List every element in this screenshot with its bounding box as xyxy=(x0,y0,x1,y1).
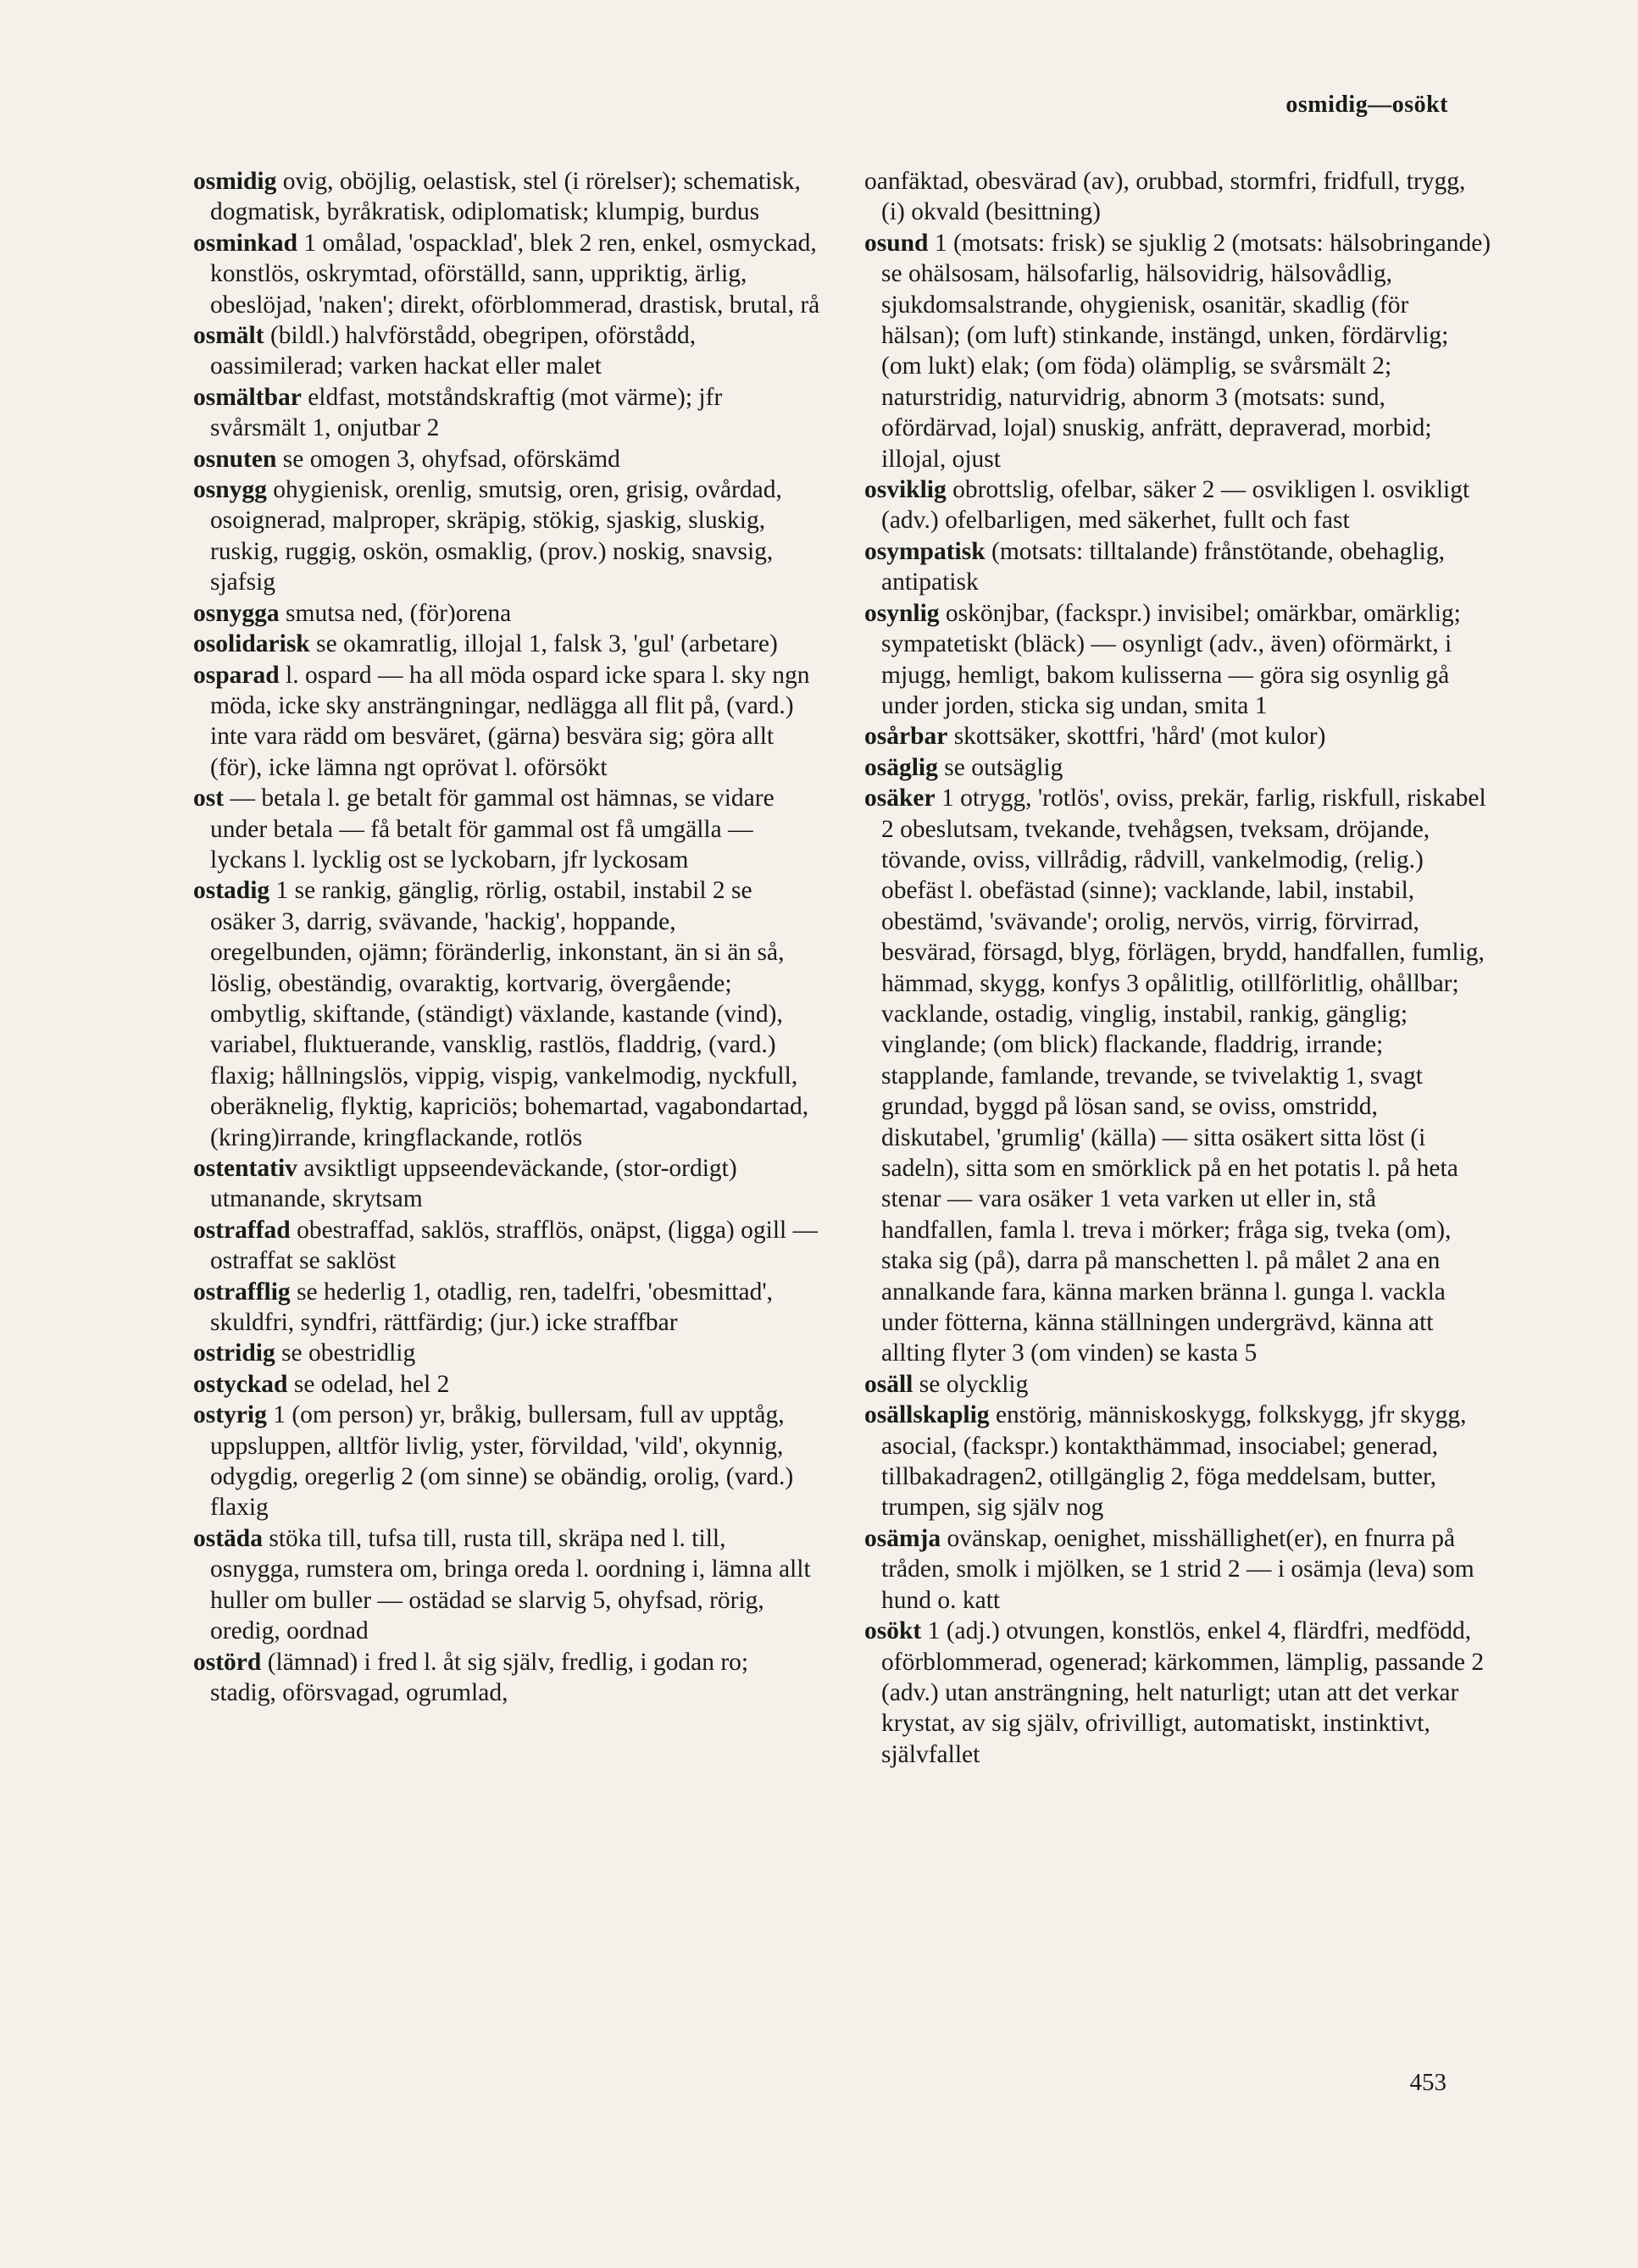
entry-headword: osolidarisk xyxy=(193,630,310,658)
page-number: 453 xyxy=(1409,2069,1446,2096)
dictionary-entry xyxy=(864,166,1491,228)
entry-definition: obestraffad, saklös, strafflös, onäpst, (ligga) ogill — ostraffat se saklöst xyxy=(210,1216,819,1275)
dictionary-entry xyxy=(193,1400,820,1523)
entry-definition: 1 se rankig, gänglig, rörlig, ostabil, instabil 2 se osäker 3, darrig, svävande, 'hackig', hoppande, oregelbunden, ojämn; föränderlig, inkonstant, än si än så, löslig, obeständig, ovaraktig, kortvarig, övergående; ombytlig, skiftande, (ständigt) växlande, kastande (vind), variabel, fluktuerande, vansklig, rastlös, fladdrig, (vard.) flaxig; hållningslös, vippig, vispig, vankelmodig, nyckfull, oberäknelig, flyktig, kapriciös; bohemartad, vagabondartad, (kring)irrande, kringflackande, rotlös xyxy=(210,877,809,1151)
entry-definition: (bildl.) halvförstådd, obegripen, oförstådd, oassimilerad; varken hackat eller malet xyxy=(210,322,697,380)
dictionary-entry xyxy=(864,1369,1491,1400)
entry-definition: oanfäktad, obesvärad (av), orubbad, stormfri, fridfull, trygg, (i) okvald (besittning) xyxy=(864,168,1466,226)
dictionary-entry xyxy=(193,382,820,444)
entry-headword: osäglig xyxy=(864,753,938,781)
entry-definition: se outsäglig xyxy=(937,753,1063,781)
entry-definition: stöka till, tufsa till, rusta till, skräpa ned l. till, osnygga, rumstera om, bringa oreda l. oordning i, lämna allt huller om buller — ostädad se slarvig 5, ohyfsad, rörig, oredig, oordnad xyxy=(210,1524,811,1645)
dictionary-entry xyxy=(193,228,820,320)
entry-headword: ostraffad xyxy=(193,1216,291,1244)
entry-definition: smutsa ned, (för)orena xyxy=(279,599,512,627)
entry-headword: osmältbar xyxy=(193,383,302,411)
entry-definition: se hederlig 1, otadlig, ren, tadelfri, 'obesmittad', skuldfri, syndfri, rättfärdig; (jur.) icke straffbar xyxy=(210,1278,774,1337)
dictionary-entry xyxy=(864,228,1491,474)
entry-headword: ostyrig xyxy=(193,1401,267,1429)
entry-definition: avsiktligt uppseendeväckande, (stor-ordigt) utmanande, skrytsam xyxy=(210,1155,737,1213)
entry-definition: 1 (adj.) otvungen, konstlös, enkel 4, flärdfri, medfödd, oförblommerad, ogenerad; kärkommen, lämplig, passande 2 (adv.) utan ansträngning, helt naturligt; utan att det verkar krystat, av sig själv, ofrivilligt, automatiskt, instinktivt, självfallet xyxy=(881,1617,1485,1768)
dictionary-entry xyxy=(193,1215,820,1277)
entry-headword: ostridig xyxy=(193,1339,275,1367)
entry-definition: (motsats: tilltalande) frånstötande, obehaglig, antipatisk xyxy=(881,537,1445,596)
dictionary-entry xyxy=(193,629,820,659)
entry-definition: ovig, oböjlig, oelastisk, stel (i rörelser); schematisk, dogmatisk, byråkratisk, odiplomatisk; klumpig, burdus xyxy=(210,168,801,226)
entry-definition: se okamratlig, illojal 1, falsk 3, 'gul' (arbetare) xyxy=(309,630,778,658)
entry-headword: ostörd xyxy=(193,1648,262,1676)
dictionary-entry xyxy=(864,1616,1491,1770)
dictionary-entry xyxy=(864,474,1491,536)
entry-headword: osynlig xyxy=(864,599,940,627)
dictionary-entry xyxy=(193,166,820,228)
entry-headword: osäker xyxy=(864,785,936,812)
entry-headword: osympatisk xyxy=(864,537,986,565)
entry-headword: osparad xyxy=(193,661,280,689)
entry-headword: osmält xyxy=(193,322,264,350)
running-head: osmidig—osökt xyxy=(1285,91,1448,118)
right-column xyxy=(864,166,1491,1770)
entry-headword: ostentativ xyxy=(193,1155,297,1182)
entry-definition: se olycklig xyxy=(913,1370,1029,1398)
entry-headword: osmidig xyxy=(193,168,277,195)
entry-definition: ovänskap, oenighet, misshällighet(er), en fnurra på tråden, smolk i mjölken, se 1 strid 2 — i osämja (leva) som hund o. katt xyxy=(881,1524,1474,1614)
dictionary-entry xyxy=(193,1277,820,1339)
dictionary-entry xyxy=(193,598,820,629)
left-column xyxy=(193,166,820,1708)
entry-headword: osnygg xyxy=(193,476,267,504)
entry-definition: se odelad, hel 2 xyxy=(287,1370,450,1398)
entry-definition: oskönjbar, (fackspr.) invisibel; omärkbar, omärklig; sympatetiskt (bläck) — osynligt (adv., även) oförmärkt, i mjugg, hemligt, bakom kulisserna — göra sig osynlig gå under jorden, sticka sig undan, smita 1 xyxy=(881,599,1461,719)
entry-definition: l. ospard — ha all möda ospard icke spara l. sky ngn möda, icke sky ansträngningar, nedlägga all flit på, (vard.) inte vara rädd om besväret, (gärna) besvära sig; göra allt (för), icke lämna ngt oprövat l. oförsökt xyxy=(210,661,810,781)
entry-definition: 1 (motsats: frisk) se sjuklig 2 (motsats: hälsobringande) se ohälsosam, hälsofarlig, hälsovidrig, hälsovådlig, sjukdomsalstrande, ohygienisk, osanitär, skadlig (för hälsan); (om luft) stinkande, instängd, unken, fördärvlig; (om lukt) elak; (om föda) olämplig, se svårsmält 2; naturstridig, naturvidrig, abnorm 3 (motsats: sund, ofördärvad, lojal) snuskig, anfrätt, depraverad, morbid; illojal, ojust xyxy=(881,229,1491,473)
entry-definition: obrottslig, ofelbar, säker 2 — osvikligen l. osvikligt (adv.) ofelbarligen, med säkerhet, fullt och fast xyxy=(881,476,1470,535)
dictionary-entry xyxy=(864,536,1491,598)
dictionary-entry xyxy=(193,444,820,474)
entry-headword: osökt xyxy=(864,1617,922,1645)
entry-definition: skottsäker, skottfri, 'hård' (mot kulor) xyxy=(947,723,1326,751)
entry-headword: osviklig xyxy=(864,476,947,504)
dictionary-entry xyxy=(193,875,820,1153)
dictionary-entry xyxy=(864,752,1491,783)
dictionary-entry xyxy=(193,1523,820,1647)
dictionary-entry xyxy=(864,1400,1491,1523)
dictionary-entry xyxy=(193,474,820,598)
dictionary-entry xyxy=(864,783,1491,1369)
dictionary-entry xyxy=(193,783,820,875)
dictionary-entry xyxy=(193,1369,820,1400)
dictionary-entry xyxy=(193,320,820,382)
entry-headword: osämja xyxy=(864,1524,941,1552)
entry-definition: (lämnad) i fred l. åt sig själv, fredlig, i godan ro; stadig, oförsvagad, ogrumlad, xyxy=(210,1648,749,1706)
entry-definition: eldfast, motståndskraftig (mot värme); jfr svårsmält 1, onjutbar 2 xyxy=(210,383,723,442)
entry-headword: osårbar xyxy=(864,723,948,751)
dictionary-entry xyxy=(193,660,820,784)
dictionary-entry xyxy=(864,1523,1491,1616)
entry-headword: osund xyxy=(864,229,929,257)
entry-headword: osällskaplig xyxy=(864,1401,990,1429)
entry-definition: ohygienisk, orenlig, smutsig, oren, grisig, ovårdad, osoignerad, malproper, skräpig, stökig, sjaskig, sluskig, ruskig, ruggig, oskön, osmaklig, (prov.) noskig, snavsig, sjafsig xyxy=(210,476,782,596)
entry-headword: osäll xyxy=(864,1370,913,1398)
entry-headword: ostadig xyxy=(193,877,270,905)
entry-headword: osnygga xyxy=(193,599,280,627)
entry-definition: 1 omålad, 'ospacklad', blek 2 ren, enkel, osmyckad, konstlös, oskrymtad, oförställd, sann, uppriktig, ärlig, obeslöjad, 'naken'; direkt, oförblommerad, drastisk, brutal, rå xyxy=(210,229,820,319)
dictionary-entry xyxy=(864,721,1491,751)
dictionary-entry xyxy=(864,598,1491,722)
entry-definition: se omogen 3, ohyfsad, oförskämd xyxy=(276,445,620,473)
entry-headword: osminkad xyxy=(193,229,297,257)
dictionary-entry xyxy=(193,1153,820,1215)
entry-headword: ostäda xyxy=(193,1524,263,1552)
dictionary-entry xyxy=(193,1338,820,1368)
entry-headword: osnuten xyxy=(193,445,277,473)
entry-definition: enstörig, människoskygg, folkskygg, jfr skygg, asocial, (fackspr.) kontakthämmad, insociabel; generad, tillbakadragen2, otillgänglig 2, föga meddelsam, butter, trumpen, sig själv nog xyxy=(881,1401,1467,1522)
entry-headword: ostyckad xyxy=(193,1370,288,1398)
entry-headword: ostrafflig xyxy=(193,1278,291,1306)
entry-headword: ost xyxy=(193,785,225,812)
entry-definition: se obestridlig xyxy=(275,1339,416,1367)
entry-definition: — betala l. ge betalt för gammal ost hämnas, se vidare under betala — få betalt för gammal ost få umgälla — lyckans l. lycklig ost se lyckobarn, jfr lyckosam xyxy=(210,785,775,873)
entry-definition: 1 otrygg, 'rotlös', oviss, prekär, farlig, riskfull, riskabel 2 obeslutsam, tvekande, tvehågsen, tveksam, dröjande, tövande, oviss, villrådig, rådvill, vankelmodig, (relig.) obefäst l. obefästad (sinne); vacklande, labil, instabil, obestämd, 'svävande'; orolig, nervös, virrig, förvirrad, besvärad, försagd, blyg, förlägen, brydd, handfallen, fumlig, hämmad, skygg, konfys 3 opålitlig, otillförlitlig, ohållbar; vacklande, ostadig, vinglig, instabil, rankig, gänglig; vinglande; (om blick) flackande, fladdrig, irrande; stapplande, famlande, trevande, se tvivelaktig 1, svagt grundad, byggd på lösan sand, se oviss, omstridd, diskutabel, 'grumlig' (källa) — sitta osäkert sitta löst (i sadeln), sitta som en smörklick på en het potatis l. på heta stenar — vara osäker 1 veta varken ut eller in, stå handfallen, famla l. treva i mörker; fråga sig, tveka (om), staka sig (på), darra på manschetten l. på målet 2 ana en annalkande fara, känna marken bränna l. gunga l. vackla under fötterna, känna ställningen undergrävd, känna att allting flyter 3 (om vinden) se kasta 5 xyxy=(881,785,1486,1367)
dictionary-entry xyxy=(193,1647,820,1709)
entry-definition: 1 (om person) yr, bråkig, bullersam, full av upptåg, uppsluppen, alltför livlig, yster, förvildad, 'vild', okynnig, odygdig, oregerlig 2 (om sinne) se obändig, orolig, (vard.) flaxig xyxy=(210,1401,794,1522)
